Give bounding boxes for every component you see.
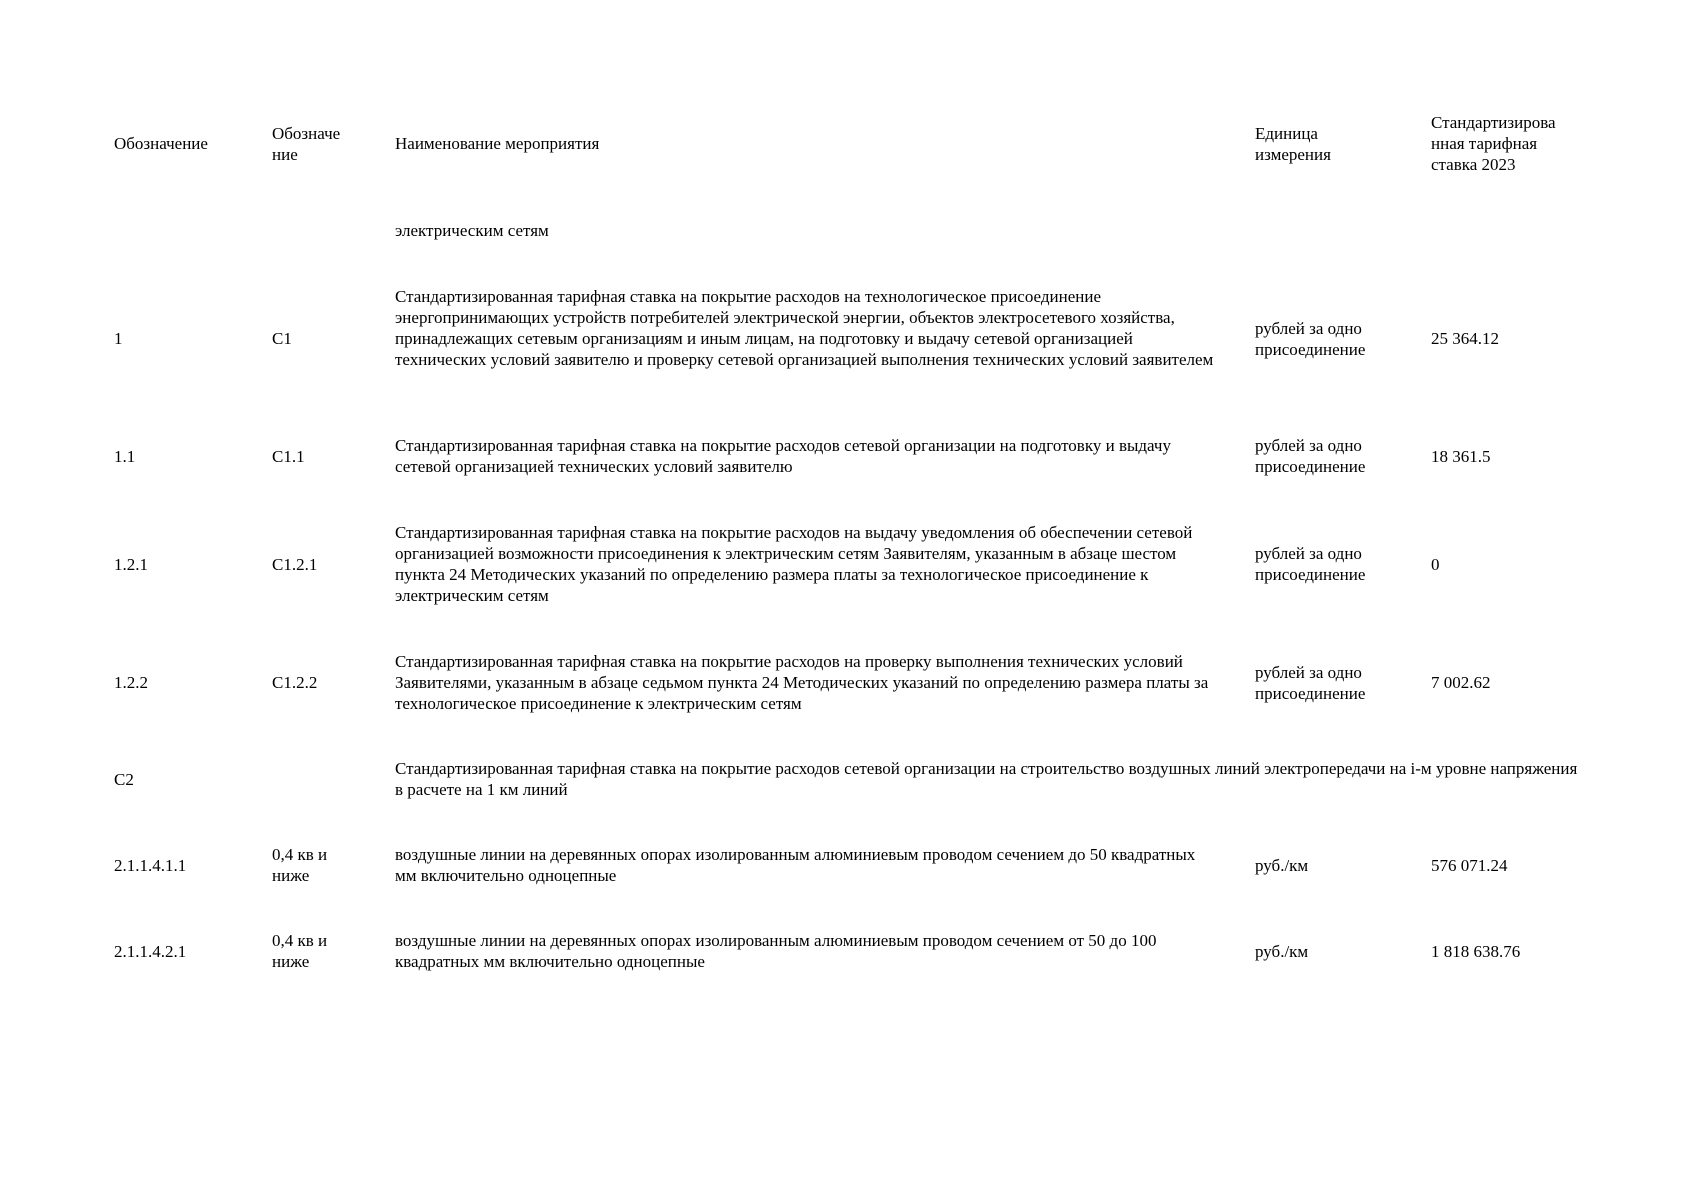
- table-row: [0, 930, 1697, 972]
- row-code: С1.2.2: [272, 673, 318, 692]
- header-designation-code: Обозначе ние: [272, 124, 341, 164]
- row-code: 0,4 кв и ниже: [272, 931, 328, 971]
- table-row: [0, 435, 1697, 477]
- row-rate: 18 361.5: [1431, 447, 1491, 466]
- table-row: [0, 758, 1697, 800]
- row-code: С1: [272, 329, 292, 348]
- row-name: Стандартизированная тарифная ставка на покрытие расходов на технологическое присоединение энергопринимающих устройств потребителей электрической энергии, объектов электросетевого хозяйства, принадлежащих сетевым организациям и иным лицам, на подготовку и выдачу сетевой организацией технических условий заявителю и проверку сетевой организацией выполнения технических условий заявителем: [395, 287, 1214, 369]
- row-name: Стандартизированная тарифная ставка на покрытие расходов сетевой организации на строительство воздушных линий электропередачи на i-м уровне напряжения в расчете на 1 км линий: [395, 759, 1578, 799]
- row-number: 1.1: [114, 447, 136, 466]
- row-unit: руб./км: [1255, 856, 1309, 875]
- row-unit: рублей за одно присоединение: [1255, 319, 1366, 359]
- row-rate: 0: [1431, 555, 1440, 574]
- header-event-name: Наименование мероприятия: [395, 134, 600, 153]
- row-unit: руб./км: [1255, 942, 1309, 961]
- row-number: 2.1.1.4.1.1: [114, 856, 187, 875]
- header-rate: Стандартизирова нная тарифная ставка 2023: [1431, 113, 1556, 174]
- row-name: Стандартизированная тарифная ставка на покрытие расходов на проверку выполнения технических условий Заявителями, указанным в абзаце седьмом пункта 24 Методических указаний по определению размера платы за технологическое присоединение к электрическим сетям: [395, 652, 1209, 713]
- row-number: 1.2.2: [114, 673, 148, 692]
- row-code: С1.1: [272, 447, 305, 466]
- continuation-text: электрическим сетям: [395, 221, 549, 240]
- table-row: [0, 844, 1697, 886]
- row-unit: рублей за одно присоединение: [1255, 544, 1366, 584]
- row-rate: 1 818 638.76: [1431, 942, 1521, 961]
- row-number: 1.2.1: [114, 555, 148, 574]
- row-number: С2: [114, 770, 134, 789]
- row-rate: 25 364.12: [1431, 329, 1499, 348]
- row-code: С1.2.1: [272, 555, 318, 574]
- continuation-row: [0, 220, 1697, 241]
- row-name: воздушные линии на деревянных опорах изолированным алюминиевым проводом сечением до 50 квадратных мм включительно одноцепные: [395, 845, 1196, 885]
- table-row: [0, 286, 1697, 391]
- row-number: 1: [114, 329, 123, 348]
- row-rate: 7 002.62: [1431, 673, 1491, 692]
- table-header-row: [0, 112, 1697, 175]
- row-rate: 576 071.24: [1431, 856, 1508, 875]
- header-unit: Единица измерения: [1255, 124, 1331, 164]
- row-name: Стандартизированная тарифная ставка на покрытие расходов сетевой организации на подготовку и выдачу сетевой организацией технических условий заявителю: [395, 436, 1171, 476]
- row-unit: рублей за одно присоединение: [1255, 663, 1366, 703]
- header-designation: Обозначение: [114, 134, 208, 153]
- table-row: [0, 522, 1697, 606]
- row-name: Стандартизированная тарифная ставка на покрытие расходов на выдачу уведомления об обеспечении сетевой организацией возможности присоединения к электрическим сетям Заявителям, указанным в абзаце шестом пункта 24 Методических указаний по определению размера платы за технологическое присоединение к электрическим сетям: [395, 523, 1193, 605]
- row-number: 2.1.1.4.2.1: [114, 942, 187, 961]
- row-code: 0,4 кв и ниже: [272, 845, 328, 885]
- table-row: [0, 651, 1697, 714]
- row-name: воздушные линии на деревянных опорах изолированным алюминиевым проводом сечением от 50 до 100 квадратных мм включительно одноцепные: [395, 931, 1157, 971]
- row-unit: рублей за одно присоединение: [1255, 436, 1366, 476]
